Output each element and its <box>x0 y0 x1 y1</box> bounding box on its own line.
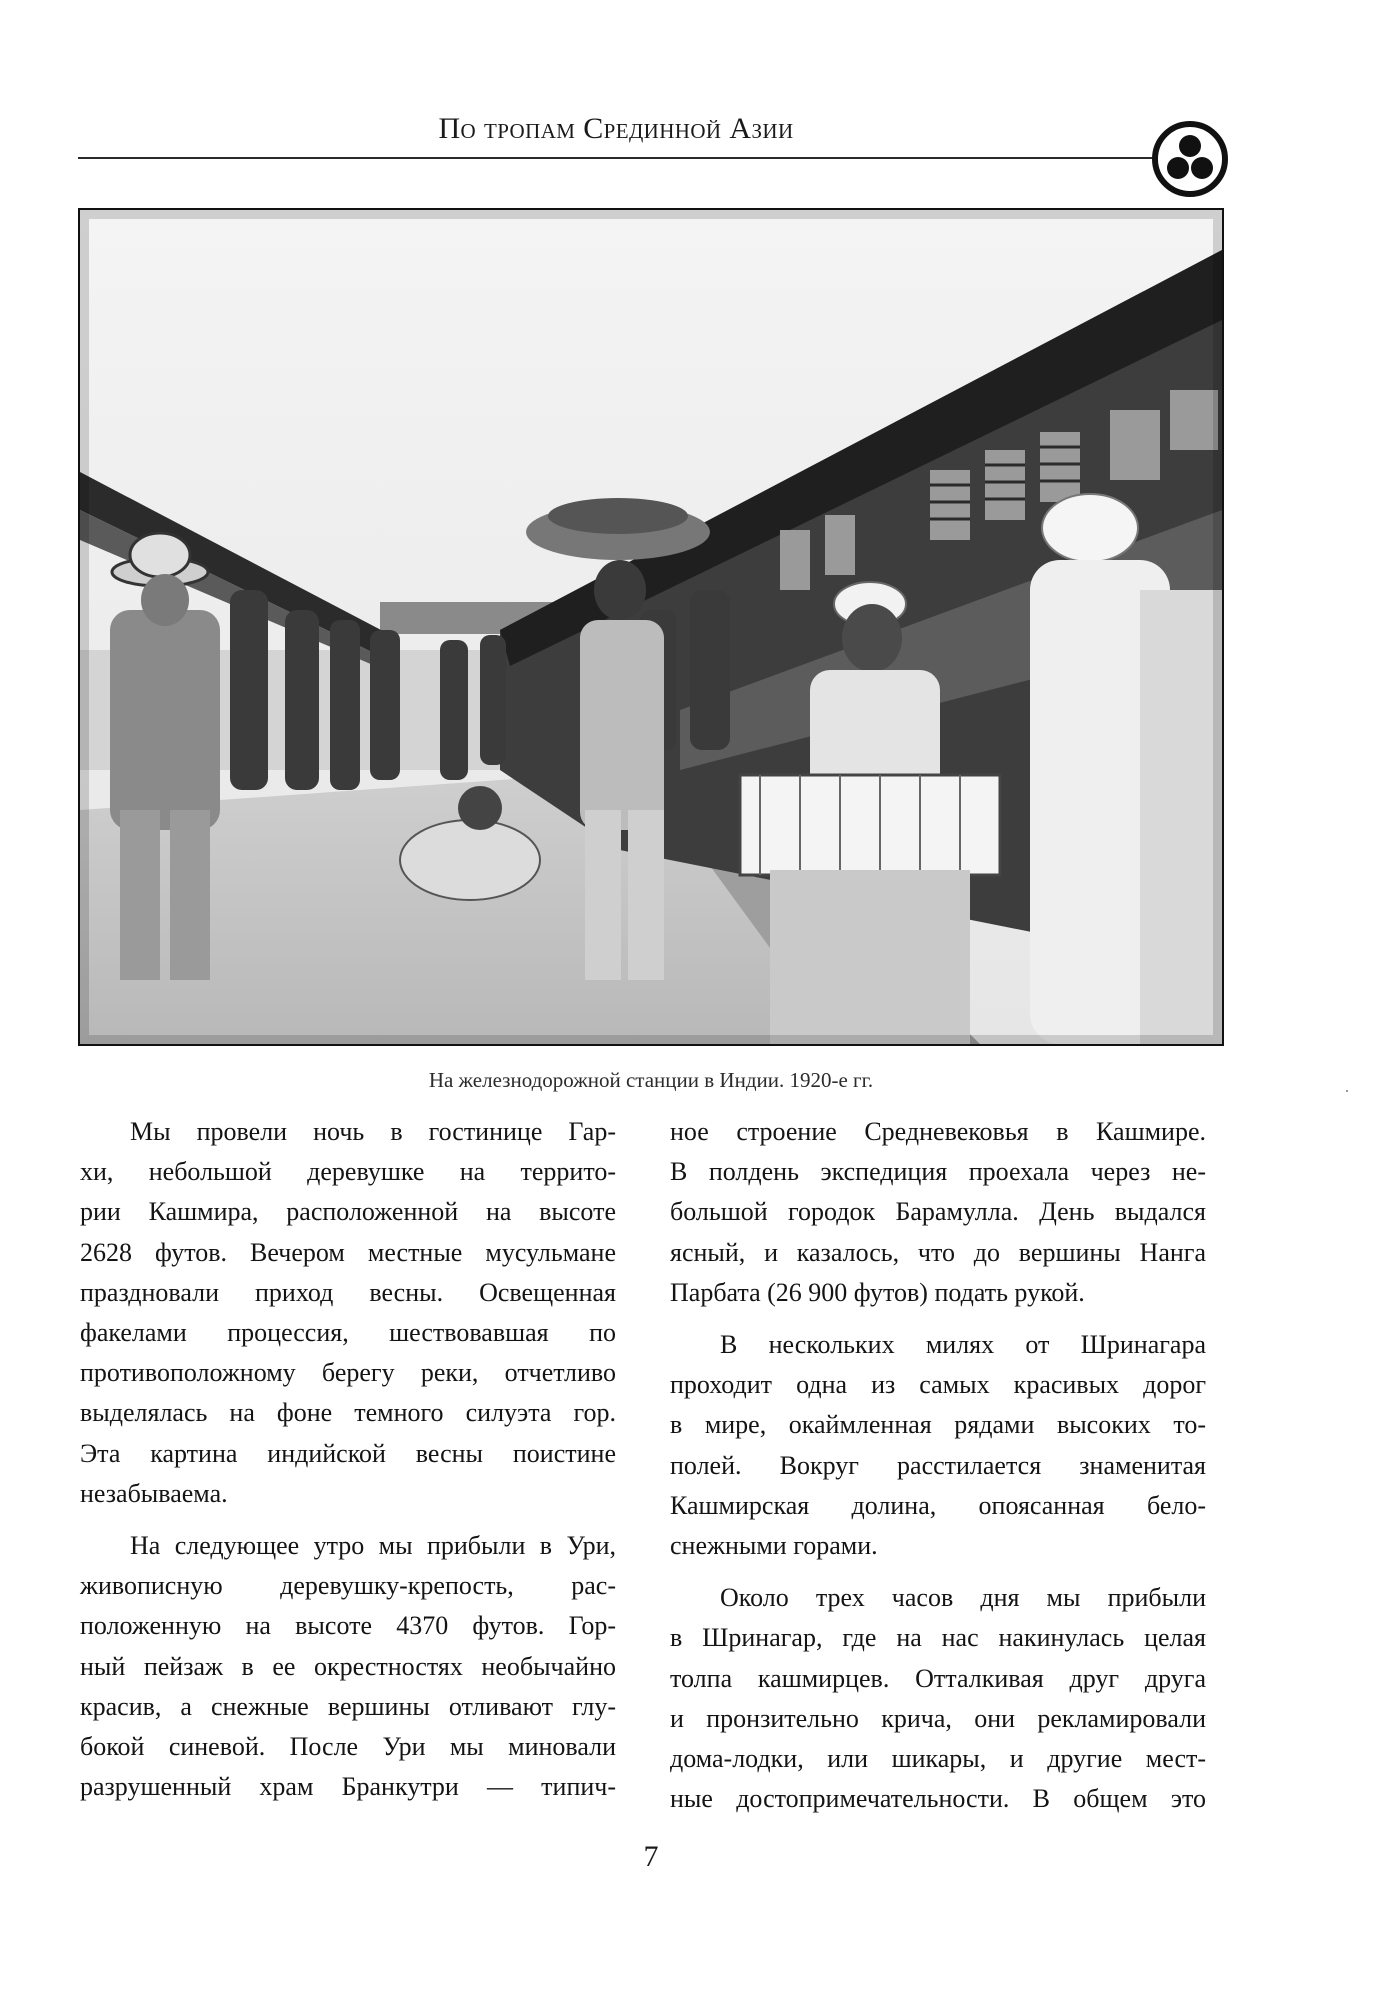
page-number: 7 <box>643 1840 659 1873</box>
running-head <box>78 104 1154 160</box>
paragraph: Мы провели ночь в гостинице Гар- хи, небольшой деревушке на террито- рии Кашмира, расположенной на высоте 2628 футов. Вечером местные мусульмане праздновали приход весны. Освещенная факелами процессия, шествовавшая по противоположному берегу реки, отчетливо выделялась на фоне темного силуэта гор. Эта картина индийской весны поистине <box>80 1117 616 1468</box>
paragraph-end-line: снежными горами. <box>670 1531 878 1561</box>
paragraph: ное строение Средневековья в Кашмире. В полдень экспедиция проехала через не- большой городок Барамулла. День выдался ясный, и казалось, что до вершины Нанга <box>670 1117 1206 1267</box>
paragraph: На следующее утро мы прибыли в Ури, живописную деревушку-крепость, рас- положенную на высоте 4370 футов. Гор- ный пейзаж в ее окрестностях необычайно красив, а снежные вершины отливают глу- бокой синевой. После Ури мы миновали разрушенный храм Бранкутри — типич- <box>80 1531 616 1802</box>
photo-caption: На железнодорожной станции в Индии. 1920-е гг. <box>428 1068 874 1092</box>
banner-of-peace-icon <box>1150 119 1230 199</box>
paragraph-end-line: Парбата (26 900 футов) подать рукой. <box>670 1277 1085 1307</box>
railway-station-photo <box>78 208 1224 1046</box>
paragraph: Около трех часов дня мы прибыли в Шринагар, где на нас накинулась целая толпа кашмирцев. Отталкивая друг друга и пронзительно крича, они рекламировали дома-лодки, или шикары, и другие мест- ные достопримечательности. В общем это <box>670 1583 1206 1814</box>
text-column-right <box>670 1112 1206 1819</box>
paragraph: В нескольких милях от Шринагара проходит одна из самых красивых дорог в мире, окаймленная рядами высоких то- полей. Вокруг расстилается знаменитая Кашмирская долина, опоясанная бело- <box>670 1330 1206 1520</box>
text-column-left <box>80 1112 616 1807</box>
paragraph-end-line: незабываема. <box>80 1478 228 1508</box>
scan-artifact <box>1346 1090 1348 1092</box>
running-title: По тропам Срединной Азии <box>438 112 794 145</box>
header-rule <box>78 157 1154 159</box>
